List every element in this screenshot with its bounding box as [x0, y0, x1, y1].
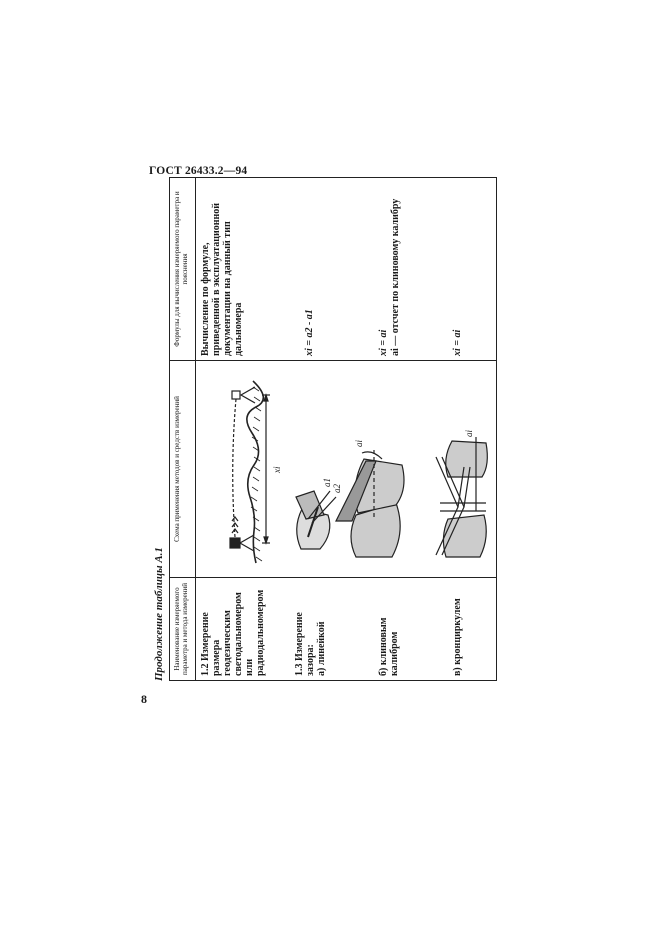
document-header: ГОСТ 26433.2—94 — [149, 165, 248, 177]
measurement-schemes-figure — [196, 365, 496, 577]
row-1-3c-formula: xi = ai — [452, 329, 463, 356]
measurement-table — [169, 177, 497, 681]
rotated-table — [153, 193, 495, 681]
row-1-3c-name: в) кронциркулем — [452, 598, 463, 676]
rotated-table-container — [153, 193, 495, 681]
scheme-label-caliper-ai: ai — [464, 429, 474, 437]
scheme-column — [196, 361, 497, 578]
scheme-label-a2: a2 — [332, 484, 342, 493]
row-1-3a-formula: xi = a2 - a1 — [304, 309, 315, 356]
row-1-3a-name: 1.3 Измерение зазора: а) линейкой — [294, 612, 327, 676]
page-number: 8 — [141, 692, 147, 706]
scheme-label-xi: xi — [272, 466, 282, 473]
scheme-label-wedge-ai: ai — [354, 439, 364, 447]
row-1-2-formula: Вычисление по формуле, приведенной в эксплуатационной документации на данный тип дальномера — [200, 202, 244, 356]
row-1-3b-name: б) клиновым калибром — [378, 617, 400, 676]
column-header-formula: Формулы для вычисления измеряемого параметра и пояснения — [170, 178, 196, 361]
scheme-label-a1: a1 — [322, 478, 332, 487]
formula-column — [196, 178, 497, 361]
row-1-3b-formula: xi = ai — [378, 329, 389, 356]
parameter-column — [196, 578, 497, 681]
column-header-parameter: Наименование измеряемого параметра и метода измерений — [170, 578, 196, 681]
column-header-scheme: Схема применения методов и средств измерений — [170, 361, 196, 578]
table-caption: Продолжение таблицы А.1 — [153, 547, 165, 681]
row-1-3b-note: ai — отсчет по клиновому калибру — [390, 198, 401, 356]
row-1-2-name: 1.2 Измерение размера геодезическим светодальномером или радиодальномером — [200, 589, 266, 676]
